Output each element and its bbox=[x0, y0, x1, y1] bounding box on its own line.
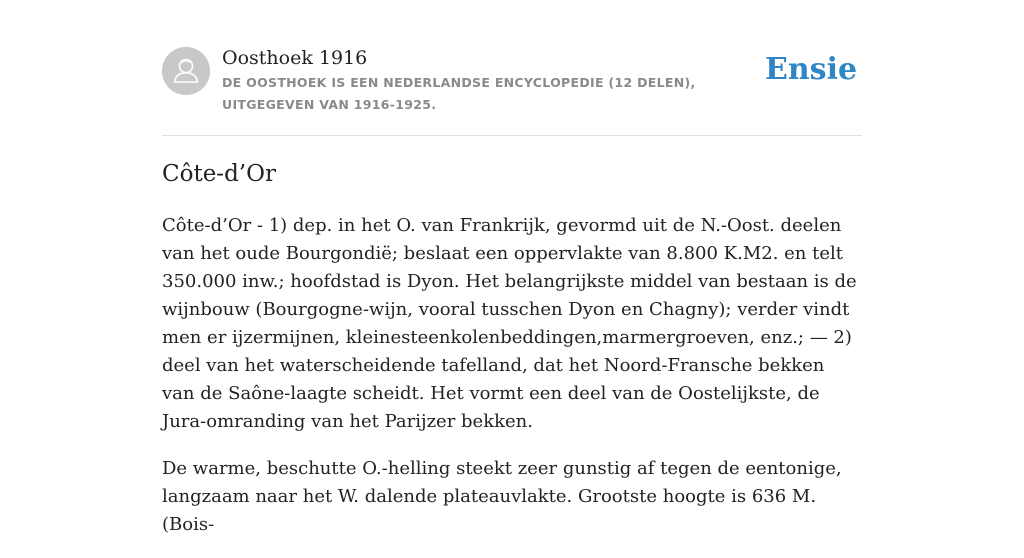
article-paragraph-2: De warme, beschutte O.-helling steekt zeer gunstig af tegen de eentonige, langzaam naar het W. dalende plateauvlakte. Grootste hoogte is 636 M. (Bois- bbox=[162, 458, 842, 535]
divider bbox=[162, 135, 862, 136]
user-silhouette-icon bbox=[162, 47, 210, 95]
article-title: Côte-d’Or bbox=[162, 161, 276, 187]
avatar[interactable] bbox=[162, 47, 210, 95]
source-title[interactable]: Oosthoek 1916 bbox=[222, 47, 368, 69]
source-description: DE OOSTHOEK IS EEN NEDERLANDSE ENCYCLOPEDIE (12 DELEN), UITGEGEVEN VAN 1916-1925. bbox=[222, 75, 696, 112]
source-header bbox=[162, 46, 862, 116]
ensie-logo[interactable]: Ensie bbox=[765, 52, 858, 87]
article-body bbox=[162, 212, 862, 558]
article-paragraph-1: Côte-d’Or - 1) dep. in het O. van Frankrijk, gevormd uit de N.-Oost. deelen van het oude Bourgondië; beslaat een oppervlakte van 8.800 K.M2. en telt 350.000 inw.; hoofdstad is Dyon. Het belangrijkste middel van bestaan is de wijnbouw (Bourgogne-wijn, vooral tusschen Dyon en Chagny); verder vindt men er ijzermijnen, kleinesteenkolenbeddingen,marmergroeven, enz.; — 2) deel van het waterscheidende tafelland, dat het Noord-Fransche bekken van de Saône-laagte scheidt. Het vormt een deel van de Oostelijkste, de Jura-omranding van het Parijzer bekken. bbox=[162, 215, 857, 432]
